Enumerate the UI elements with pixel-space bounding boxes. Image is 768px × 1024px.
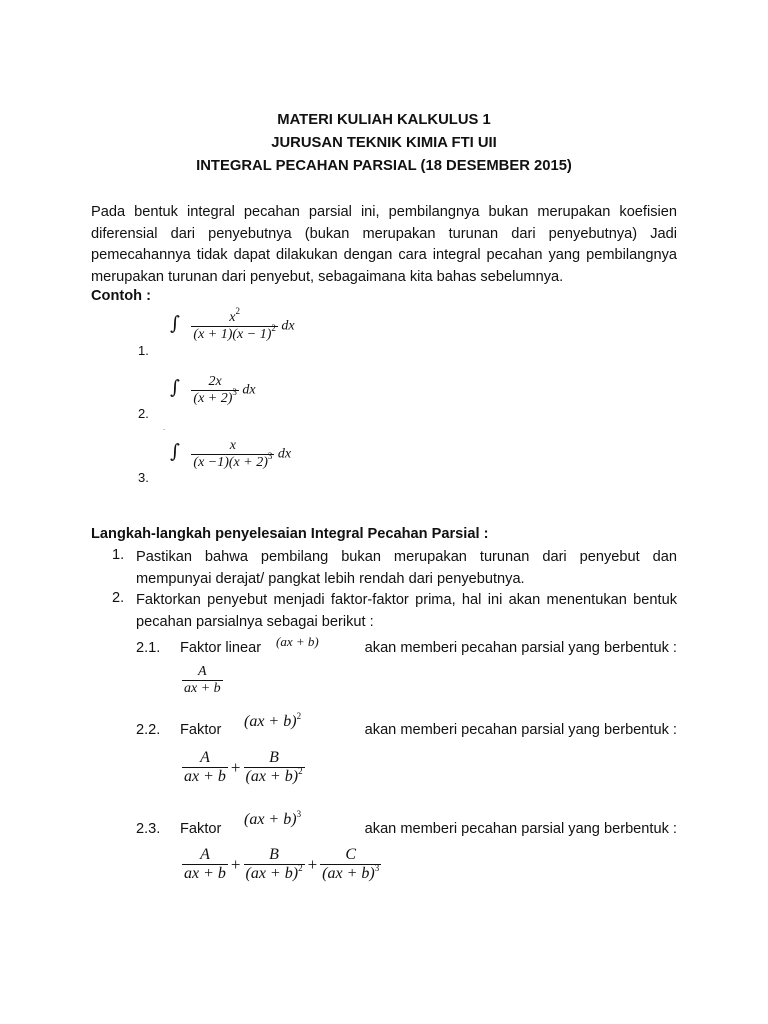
- factor-base: (ax + b): [244, 713, 297, 730]
- substep-label-2-2: Faktor: [180, 722, 222, 738]
- plus-sign: +: [307, 854, 318, 874]
- fraction-A-linear: [182, 749, 228, 786]
- example-dx-1: dx: [281, 318, 295, 334]
- example-integral-2: [170, 374, 256, 407]
- example-denominator-2: (x + 2): [193, 391, 233, 406]
- fraction-A-linear: [182, 846, 228, 883]
- example-integral-1: [170, 306, 295, 343]
- example-denominator-exp-2: 3: [232, 387, 237, 397]
- example-denominator-exp-1: 2: [271, 323, 276, 333]
- substep-factor-2-3: [244, 811, 301, 829]
- substep-number-2-3: 2.3.: [136, 821, 161, 837]
- example-denominator-exp-3: 3: [267, 451, 273, 461]
- plus-sign: +: [230, 854, 241, 874]
- partial-fraction-2-1: [182, 664, 223, 697]
- fraction-numerator: A: [200, 846, 210, 863]
- fraction-denominator: ax + b: [184, 681, 221, 696]
- example-dx-2: dx: [242, 382, 256, 398]
- step-number-2: 2.: [112, 590, 125, 606]
- doc-title-line1: MATERI KULIAH KALKULUS 1: [277, 112, 491, 128]
- plus-sign: +: [230, 757, 241, 777]
- fraction-numerator: C: [345, 846, 357, 863]
- substep-text-2-2: akan memberi pecahan parsial yang berbentuk :: [364, 722, 677, 738]
- example-fraction-1: [191, 306, 277, 343]
- example-numerator-2: 2x: [208, 374, 222, 389]
- substep-factor-2-2: [244, 713, 301, 731]
- substep-text-2-1: akan memberi pecahan parsial yang berbentuk :: [364, 640, 677, 656]
- fraction-B-squared: [244, 846, 305, 883]
- example-integral-3: [170, 438, 291, 471]
- step-text-1: Pastikan bahwa pembilang bukan merupakan turunan dari penyebut dan mempunyai derajat/ pangkat lebih rendah dari penyebutnya.: [136, 549, 677, 587]
- example-numerator-1: x: [229, 310, 236, 325]
- fraction-numerator: A: [198, 664, 207, 679]
- substep-label-2-1: Faktor linear: [180, 640, 262, 656]
- intro-paragraph: Pada bentuk integral pecahan parsial ini, pembilangnya bukan merupakan koefisien diferensial dari penyebutnya (bukan merupakan turunan dari penyebutnya) Jadi pemecahannya tidak dapat dilakukan dengan cara integral pecahan yang pembilangnya merupakan turunan dari penyebut, sebagaimana kita bahas sebelumnya.: [91, 204, 677, 285]
- example-numerator-3: x: [229, 438, 236, 453]
- substep-text-2-3: akan memberi pecahan parsial yang berbentuk :: [364, 821, 677, 837]
- fraction-A-linear: [182, 664, 223, 697]
- contoh-label: Contoh :: [91, 288, 151, 304]
- example-numerator-exp-1: 2: [235, 306, 240, 316]
- example-number-2: 2.: [138, 406, 149, 421]
- example-denominator-1: (x + 1)(x − 1): [193, 327, 272, 342]
- substep-number-2-1: 2.1.: [136, 640, 161, 656]
- fraction-numerator: B: [269, 749, 279, 766]
- example-fraction-2: [191, 374, 239, 407]
- factor-base: (ax + b): [244, 811, 297, 828]
- example-dx-3: dx: [277, 446, 292, 462]
- fraction-numerator: B: [269, 846, 279, 863]
- fraction-denominator: ax + b: [184, 865, 226, 882]
- fraction-denominator-exp: 3: [374, 863, 380, 873]
- example-number-1: 1.: [138, 343, 149, 358]
- factor-exponent: 3: [296, 809, 302, 819]
- fraction-C-cubed: [320, 846, 381, 883]
- fraction-B-squared: [244, 749, 305, 786]
- stray-mark: .: [163, 423, 166, 432]
- step-number-1: 1.: [112, 547, 125, 563]
- substep-number-2-2: 2.2.: [136, 722, 161, 738]
- partial-fraction-2-3: [182, 846, 381, 883]
- doc-title-line2: JURUSAN TEKNIK KIMIA FTI UII: [271, 135, 497, 151]
- fraction-denominator: (ax + b): [245, 865, 299, 882]
- example-number-3: 3.: [138, 470, 149, 485]
- integral-sign-icon: ∫: [170, 440, 180, 463]
- substep-label-2-3: Faktor: [180, 821, 222, 837]
- fraction-denominator: ax + b: [184, 768, 226, 785]
- doc-title-line3: INTEGRAL PECAHAN PARSIAL (18 DESEMBER 2015): [196, 158, 572, 174]
- fraction-denominator-exp: 2: [298, 766, 303, 776]
- integral-sign-icon: ∫: [170, 312, 180, 335]
- factor-exponent: 2: [296, 711, 302, 721]
- example-fraction-3: [191, 438, 274, 471]
- fraction-denominator: (ax + b): [245, 768, 299, 785]
- substep-factor-2-1: (ax + b): [276, 634, 319, 649]
- fraction-numerator: A: [200, 749, 210, 766]
- fraction-denominator-exp: 2: [298, 863, 303, 873]
- step-text-2: Faktorkan penyebut menjadi faktor-faktor prima, hal ini akan menentukan bentuk pecahan parsialnya sebagai berikut :: [136, 592, 677, 630]
- fraction-denominator: (ax + b): [322, 865, 375, 882]
- example-denominator-3: (x −1)(x + 2): [193, 455, 268, 470]
- steps-heading: Langkah-langkah penyelesaian Integral Pecahan Parsial :: [91, 526, 489, 542]
- integral-sign-icon: ∫: [170, 376, 180, 399]
- partial-fraction-2-2: [182, 749, 305, 786]
